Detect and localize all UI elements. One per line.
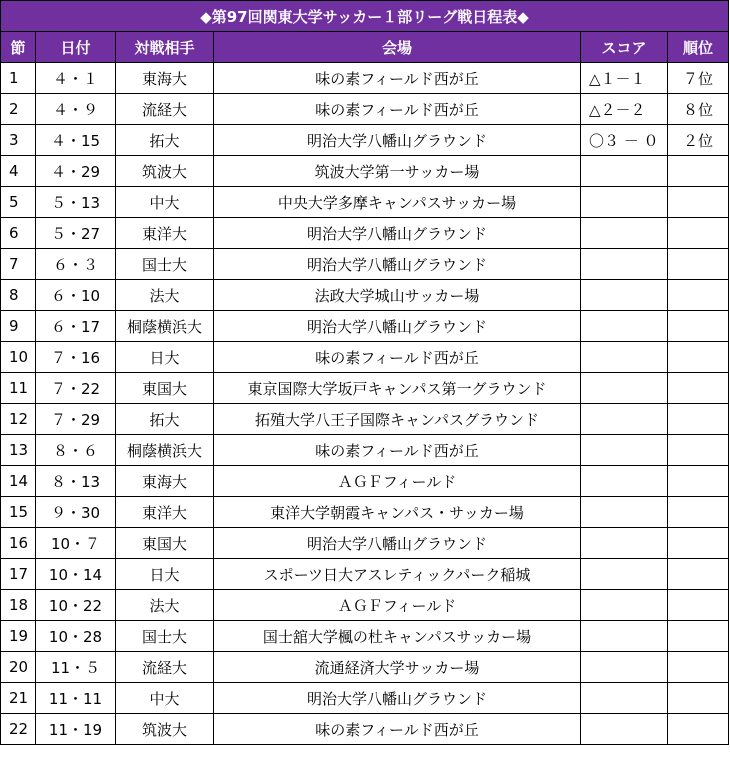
venue-cell: 味の素フィールド西が丘 — [214, 342, 581, 373]
venue-cell: 明治大学八幡山グラウンド — [214, 683, 581, 714]
table-row — [1, 466, 729, 497]
opponent-cell: 流経大 — [116, 652, 214, 683]
opponent-cell: 筑波大 — [116, 714, 214, 745]
round-cell: 4 — [1, 156, 36, 187]
venue-cell: 国士舘大学楓の杜キャンパスサッカー場 — [214, 621, 581, 652]
opponent-cell: 東国大 — [116, 373, 214, 404]
table-row — [1, 714, 729, 745]
venue-cell: 明治大学八幡山グラウンド — [214, 311, 581, 342]
rank-cell: ７位 — [668, 63, 729, 94]
table-row — [1, 683, 729, 714]
venue-cell: 明治大学八幡山グラウンド — [214, 528, 581, 559]
table-row — [1, 590, 729, 621]
round-cell: 15 — [1, 497, 36, 528]
opponent-cell: 東国大 — [116, 528, 214, 559]
score-cell — [581, 311, 668, 342]
score-cell — [581, 249, 668, 280]
venue-cell: 明治大学八幡山グラウンド — [214, 125, 581, 156]
round-cell: 14 — [1, 466, 36, 497]
score-cell: 〇３ － ０ — [581, 125, 668, 156]
opponent-cell: 中大 — [116, 683, 214, 714]
opponent-cell: 日大 — [116, 342, 214, 373]
rank-cell — [668, 559, 729, 590]
round-cell: 1 — [1, 63, 36, 94]
opponent-cell: 東海大 — [116, 63, 214, 94]
score-cell — [581, 373, 668, 404]
venue-cell: ＡＧＦフィールド — [214, 590, 581, 621]
rank-cell — [668, 280, 729, 311]
date-cell: ７・29 — [36, 404, 116, 435]
score-cell — [581, 280, 668, 311]
table-title: ◆第97回関東大学サッカー１部リーグ戦日程表◆ — [1, 1, 729, 32]
score-cell — [581, 714, 668, 745]
table-row — [1, 373, 729, 404]
round-cell: 8 — [1, 280, 36, 311]
rank-cell — [668, 218, 729, 249]
date-cell: ６・10 — [36, 280, 116, 311]
round-cell: 18 — [1, 590, 36, 621]
rank-cell — [668, 590, 729, 621]
header-score: スコア — [581, 32, 668, 63]
header-date: 日付 — [36, 32, 116, 63]
opponent-cell: 筑波大 — [116, 156, 214, 187]
venue-cell: ＡＧＦフィールド — [214, 466, 581, 497]
rank-cell — [668, 342, 729, 373]
opponent-cell: 東洋大 — [116, 218, 214, 249]
rank-cell — [668, 621, 729, 652]
header-venue: 会場 — [214, 32, 581, 63]
score-cell — [581, 187, 668, 218]
date-cell: ７・22 — [36, 373, 116, 404]
venue-cell: 東洋大学朝霞キャンパス・サッカー場 — [214, 497, 581, 528]
date-cell: 10・14 — [36, 559, 116, 590]
score-cell — [581, 342, 668, 373]
date-cell: ４・15 — [36, 125, 116, 156]
date-cell: ８・13 — [36, 466, 116, 497]
date-cell: 10・７ — [36, 528, 116, 559]
table-row — [1, 435, 729, 466]
round-cell: 13 — [1, 435, 36, 466]
opponent-cell: 拓大 — [116, 404, 214, 435]
rank-cell — [668, 404, 729, 435]
venue-cell: 拓殖大学八王子国際キャンパスグラウンド — [214, 404, 581, 435]
rank-cell — [668, 466, 729, 497]
table-row — [1, 652, 729, 683]
round-cell: 2 — [1, 94, 36, 125]
score-cell: △２－２ — [581, 94, 668, 125]
venue-cell: 東京国際大学坂戸キャンパス第一グラウンド — [214, 373, 581, 404]
table-row — [1, 94, 729, 125]
table-row — [1, 528, 729, 559]
venue-cell: スポーツ日大アスレティックパーク稲城 — [214, 559, 581, 590]
opponent-cell: 流経大 — [116, 94, 214, 125]
venue-cell: 味の素フィールド西が丘 — [214, 435, 581, 466]
opponent-cell: 拓大 — [116, 125, 214, 156]
rank-cell — [668, 528, 729, 559]
venue-cell: 味の素フィールド西が丘 — [214, 63, 581, 94]
opponent-cell: 法大 — [116, 590, 214, 621]
venue-cell: 味の素フィールド西が丘 — [214, 714, 581, 745]
rank-cell — [668, 714, 729, 745]
round-cell: 6 — [1, 218, 36, 249]
table-row — [1, 621, 729, 652]
round-cell: 5 — [1, 187, 36, 218]
table-row — [1, 63, 729, 94]
table-row — [1, 218, 729, 249]
rank-cell — [668, 187, 729, 218]
opponent-cell: 国士大 — [116, 249, 214, 280]
date-cell: ６・３ — [36, 249, 116, 280]
venue-cell: 中央大学多摩キャンパスサッカー場 — [214, 187, 581, 218]
round-cell: 10 — [1, 342, 36, 373]
table-row — [1, 404, 729, 435]
score-cell — [581, 497, 668, 528]
score-cell — [581, 621, 668, 652]
score-cell — [581, 156, 668, 187]
table-row — [1, 187, 729, 218]
date-cell: 10・28 — [36, 621, 116, 652]
table-row — [1, 559, 729, 590]
round-cell: 22 — [1, 714, 36, 745]
round-cell: 19 — [1, 621, 36, 652]
rank-cell — [668, 497, 729, 528]
table-row — [1, 125, 729, 156]
date-cell: ６・17 — [36, 311, 116, 342]
table-row — [1, 156, 729, 187]
round-cell: 21 — [1, 683, 36, 714]
rank-cell — [668, 435, 729, 466]
rank-cell: ８位 — [668, 94, 729, 125]
rank-cell — [668, 311, 729, 342]
opponent-cell: 桐蔭横浜大 — [116, 435, 214, 466]
round-cell: 12 — [1, 404, 36, 435]
date-cell: ４・９ — [36, 94, 116, 125]
date-cell: ８・６ — [36, 435, 116, 466]
rank-cell — [668, 373, 729, 404]
date-cell: ４・29 — [36, 156, 116, 187]
date-cell: ４・１ — [36, 63, 116, 94]
opponent-cell: 法大 — [116, 280, 214, 311]
score-cell — [581, 466, 668, 497]
score-cell — [581, 404, 668, 435]
score-cell — [581, 559, 668, 590]
rank-cell — [668, 652, 729, 683]
round-cell: 9 — [1, 311, 36, 342]
round-cell: 17 — [1, 559, 36, 590]
date-cell: 11・11 — [36, 683, 116, 714]
table-row — [1, 280, 729, 311]
venue-cell: 筑波大学第一サッカー場 — [214, 156, 581, 187]
date-cell: 11・19 — [36, 714, 116, 745]
rank-cell — [668, 249, 729, 280]
opponent-cell: 桐蔭横浜大 — [116, 311, 214, 342]
opponent-cell: 東海大 — [116, 466, 214, 497]
venue-cell: 味の素フィールド西が丘 — [214, 94, 581, 125]
header-row — [1, 32, 729, 63]
score-cell — [581, 652, 668, 683]
table-row — [1, 311, 729, 342]
venue-cell: 明治大学八幡山グラウンド — [214, 249, 581, 280]
opponent-cell: 国士大 — [116, 621, 214, 652]
table-row — [1, 497, 729, 528]
date-cell: 11・５ — [36, 652, 116, 683]
date-cell: ７・16 — [36, 342, 116, 373]
venue-cell: 流通経済大学サッカー場 — [214, 652, 581, 683]
score-cell — [581, 590, 668, 621]
rank-cell: ２位 — [668, 125, 729, 156]
opponent-cell: 東洋大 — [116, 497, 214, 528]
score-cell — [581, 683, 668, 714]
score-cell — [581, 218, 668, 249]
date-cell: ９・30 — [36, 497, 116, 528]
venue-cell: 法政大学城山サッカー場 — [214, 280, 581, 311]
opponent-cell: 中大 — [116, 187, 214, 218]
date-cell: ５・13 — [36, 187, 116, 218]
rank-cell — [668, 156, 729, 187]
round-cell: 11 — [1, 373, 36, 404]
opponent-cell: 日大 — [116, 559, 214, 590]
round-cell: 7 — [1, 249, 36, 280]
round-cell: 20 — [1, 652, 36, 683]
header-rank: 順位 — [668, 32, 729, 63]
score-cell: △１－１ — [581, 63, 668, 94]
table-row — [1, 249, 729, 280]
score-cell — [581, 528, 668, 559]
rank-cell — [668, 683, 729, 714]
table-row — [1, 342, 729, 373]
round-cell: 3 — [1, 125, 36, 156]
date-cell: 10・22 — [36, 590, 116, 621]
header-opponent: 対戦相手 — [116, 32, 214, 63]
venue-cell: 明治大学八幡山グラウンド — [214, 218, 581, 249]
header-no: 節 — [1, 32, 36, 63]
date-cell: ５・27 — [36, 218, 116, 249]
round-cell: 16 — [1, 528, 36, 559]
score-cell — [581, 435, 668, 466]
